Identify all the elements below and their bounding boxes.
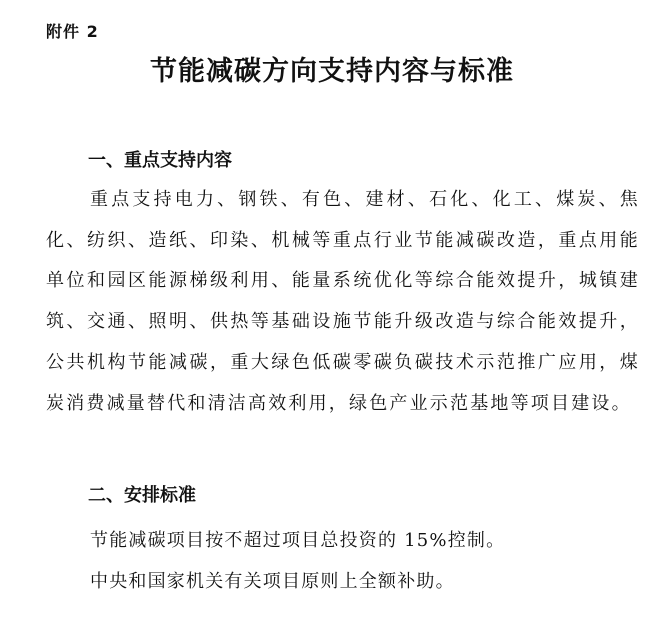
- support-content-paragraph: 重点支持电力、钢铁、有色、建材、石化、化工、煤炭、焦化、纺织、造纸、印染、机械等重点行业节能减碳改造，重点用能单位和园区能源梯级利用、能量系统优化等综合能效提升，城镇建筑、交通、照明、供热等基础设施节能升级改造与综合能效提升，公共机构节能减碳，重大绿色低碳零碳负碳技术示范推广应用，煤炭消费减量替代和清洁高效利用，绿色产业示范基地等项目建设。: [46, 189, 640, 414]
- section-heading-funding-standard: 二、安排标准: [88, 485, 196, 506]
- attachment-label: 附件 2: [46, 22, 99, 41]
- section-heading-support-content: 一、重点支持内容: [88, 150, 232, 171]
- document-title: 节能减碳方向支持内容与标准: [150, 56, 514, 87]
- funding-standard-line-1: 节能减碳项目按不超过项目总投资的 15%控制。: [90, 530, 506, 551]
- funding-standard-line-2: 中央和国家机关有关项目原则上全额补助。: [90, 571, 455, 592]
